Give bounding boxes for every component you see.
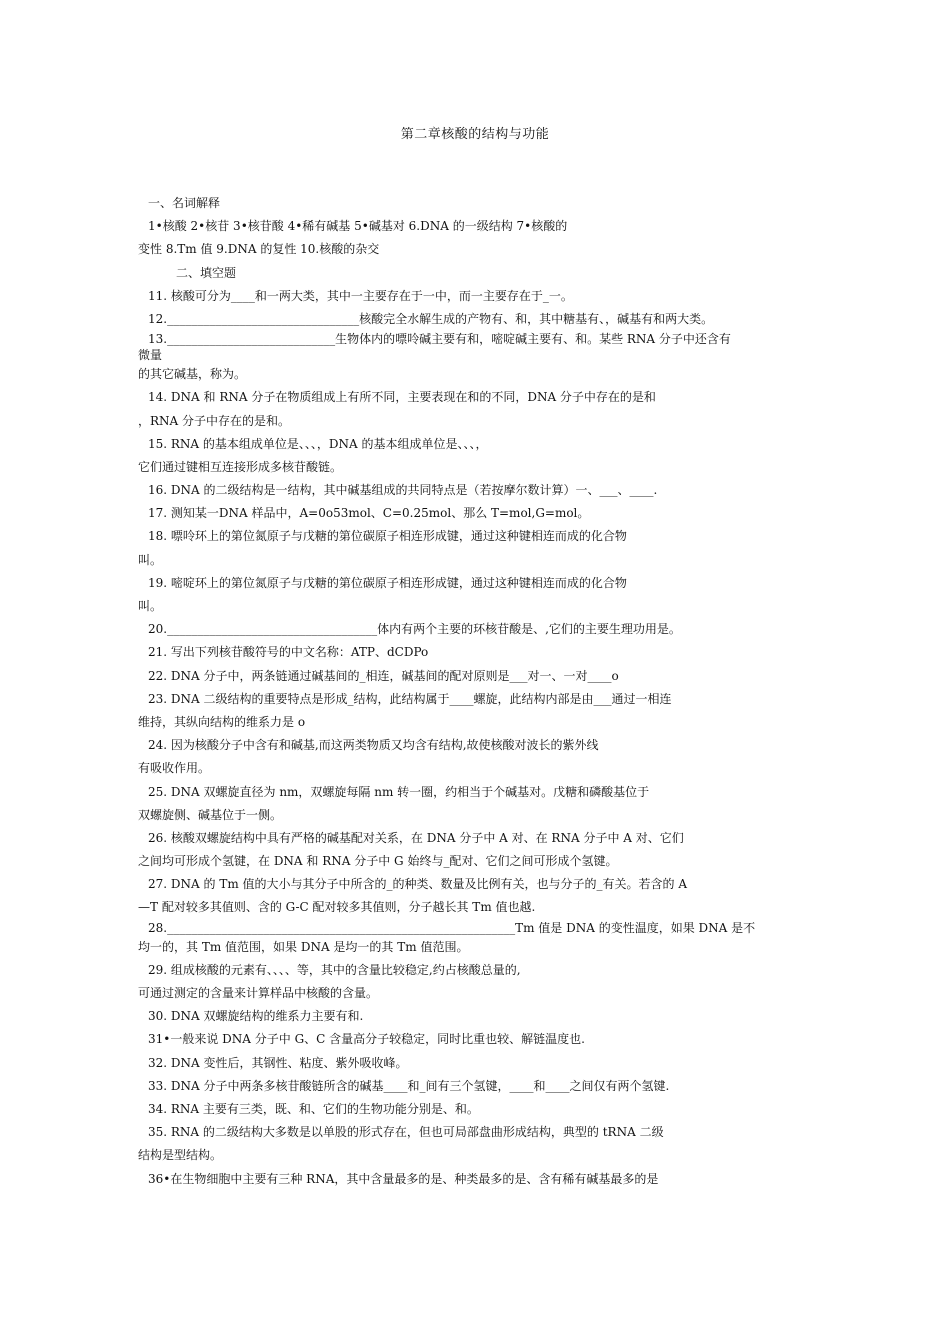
text-line: 叫。 xyxy=(138,552,163,567)
text-line: 12.________________________________核酸完全水解生成的产物有、和，其中糖基有、，碱基有和两大类。 xyxy=(148,311,714,326)
text-line: 的其它碱基，称为。 xyxy=(138,367,247,382)
text-line: 26. 核酸双螺旋结构中具有严格的碱基配对关系，在 DNA 分子中 A 对、在 RNA 分子中 A 对、它们 xyxy=(148,830,684,845)
text-line: 32. DNA 变性后，其钢性、粘度、紫外吸收峰。 xyxy=(148,1055,408,1070)
text-line: 11. 核酸可分为____和一两大类，其中一主要存在于一中，而一主要存在于_一。 xyxy=(148,288,573,303)
text-line: 之间均可形成个氢键，在 DNA 和 RNA 分子中 G 始终与_配对、它们之间可形成个氢键。 xyxy=(138,854,618,869)
text-line: 31•一般来说 DNA 分子中 G、C 含量高分子较稳定，同时比重也较、解链温度也. xyxy=(148,1032,585,1047)
text-line: 33. DNA 分子中两条多核苷酸链所含的碱基____和_间有三个氢键，____和____之间仅有两个氢键. xyxy=(148,1078,670,1093)
text-line: ，RNA 分子中存在的是和。 xyxy=(138,413,291,428)
text-line: 16. DNA 的二级结构是一结构，其中碱基组成的共同特点是（若按摩尔数计算）一、___、____. xyxy=(148,483,658,498)
text-line: 36•在生物细胞中主要有三种 RNA，其中含量最多的是、种类最多的是、含有稀有碱基最多的是 xyxy=(148,1171,659,1186)
text-line: 可通过测定的含量来计算样品中核酸的含量。 xyxy=(138,986,379,1000)
text-line: 18. 嘌呤环上的第位氮原子与戊糖的第位碳原子相连形成键，通过这种键相连而成的化合物 xyxy=(148,529,627,544)
text-line: —T 配对较多其值则、含的 G-C 配对较多其值则，分子越长其 Tm 值也越. xyxy=(138,900,536,915)
text-line: 有吸收作用。 xyxy=(138,761,211,776)
text-line: 35. RNA 的二级结构大多数是以单股的形式存在，但也可局部盘曲形成结构，典型的 tRNA 二级 xyxy=(148,1125,664,1140)
text-line: 17. 测知某一DNA 样品中，A=0o53mol、C=0.25mol、那么 T=mol,G=mol。 xyxy=(148,506,590,521)
text-line: 28.__________________________________________________________Tm 值是 DNA 的变性温度，如果 DNA 是不 xyxy=(148,920,756,935)
text-line: 13.____________________________生物体内的嘌呤碱主要有和，嘧啶碱主要有、和。某些 RNA 分子中还含有 xyxy=(148,332,731,347)
text-line: 27. DNA 的 Tm 值的大小与其分子中所含的_的种类、数量及比例有关，也与分子的_有关。若含的 A xyxy=(148,877,687,892)
text-line: 均一的，其 Tm 值范围，如果 DNA 是均一的其 Tm 值范围。 xyxy=(138,939,469,954)
text-line: 30. DNA 双螺旋结构的维系力主要有和. xyxy=(148,1009,364,1024)
page-title: 第二章核酸的结构与功能 xyxy=(400,127,550,142)
text-line: 双螺旋侧、碱基位于一侧。 xyxy=(138,807,283,822)
text-line: 20.___________________________________体内有两个主要的环核苷酸是、,它们的主要生理功用是。 xyxy=(148,622,681,637)
text-line: 一、名词解释 xyxy=(148,196,221,210)
text-line: 变性 8.Tm 值 9.DNA 的复性 10.核酸的杂交 xyxy=(138,242,380,257)
text-line: 叫。 xyxy=(138,599,163,613)
text-line: 二、填空题 xyxy=(176,265,237,280)
text-line: 它们通过键相互连接形成多核苷酸链。 xyxy=(138,459,343,474)
text-line: 维持，其纵向结构的维系力是 o xyxy=(138,714,306,729)
text-line: 24. 因为核酸分子中含有和碱基,而这两类物质又均含有结构,故使核酸对波长的紫外线 xyxy=(148,738,599,753)
text-line: 15. RNA 的基本组成单位是、、、，DNA 的基本组成单位是、、、， xyxy=(148,436,488,451)
text-line: 19. 嘧啶环上的第位氮原子与戊糖的第位碳原子相连形成键，通过这种键相连而成的化合物 xyxy=(148,575,627,590)
text-line: 25. DNA 双螺旋直径为 nm，双螺旋每隔 nm 转一圈，约相当于个碱基对。戊糖和磷酸基位于 xyxy=(148,784,650,799)
text-line: 微量 xyxy=(138,348,163,363)
text-line: 22. DNA 分子中，两条链通过碱基间的_相连，碱基间的配对原则是___对一、一对____o xyxy=(148,668,619,683)
text-line: 21. 写出下列核苷酸符号的中文名称：ATP、dCDPo xyxy=(148,645,429,660)
text-line: 14. DNA 和 RNA 分子在物质组成上有所不同，主要表现在和的不同，DNA 分子中存在的是和 xyxy=(148,390,656,405)
document-body xyxy=(138,192,818,1191)
text-line: 23. DNA 二级结构的重要特点是形成_结构，此结构属于____螺旋，此结构内部是由___通过一相连 xyxy=(148,691,672,706)
text-line: 结构是型结构。 xyxy=(138,1148,223,1163)
text-line: 34. RNA 主要有三类，既、和、它们的生物功能分别是、和。 xyxy=(148,1101,479,1116)
text-line: 29. 组成核酸的元素有、、、、等，其中的含量比较稳定,约占核酸总量的, xyxy=(148,962,521,977)
text-line: 1•核酸 2•核苷 3•核苷酸 4•稀有碱基 5•碱基对 6.DNA 的一级结构 7•核酸的 xyxy=(148,219,568,234)
